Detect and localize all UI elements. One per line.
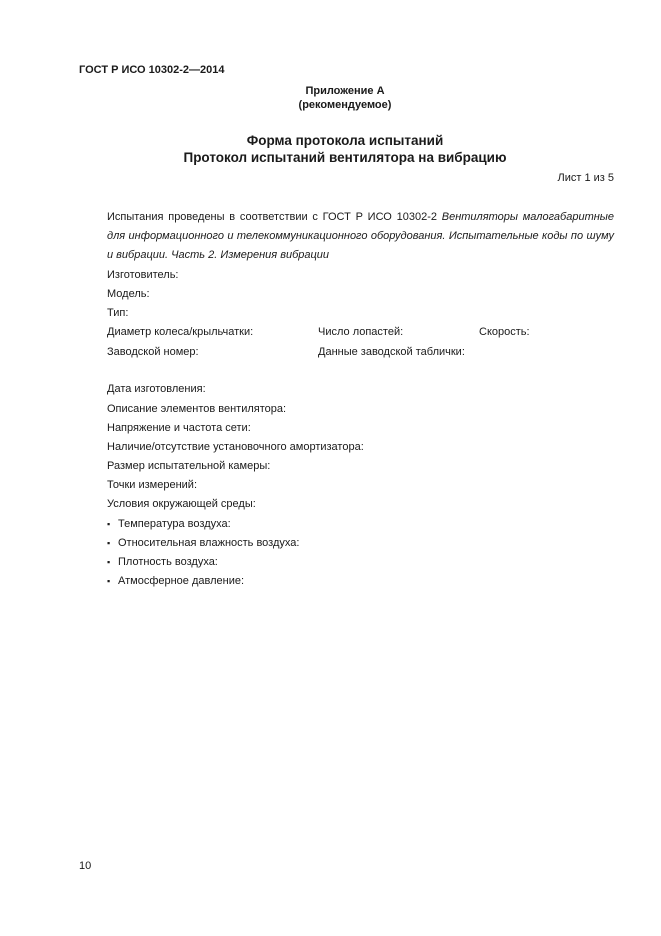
protocol-title: Протокол испытаний вентилятора на вибрацию	[183, 150, 507, 165]
intro-standard-title: Вентиляторы малогабаритные для информационного и телекоммуникационного оборудования. Испытательные коды по шуму и вибрации. Часть 2. Измерения вибрации	[107, 211, 614, 261]
field-chamber-size: Размер испытательной камеры:	[107, 460, 271, 472]
intro-plain: Испытания проведены в соответствии с ГОСТ Р ИСО 10302-2	[107, 211, 442, 223]
env-air-temperature: Температура воздуха:	[118, 518, 231, 530]
field-nameplate-data: Данные заводской таблички:	[318, 346, 465, 358]
list-item	[107, 555, 218, 569]
list-item	[107, 517, 231, 531]
field-blade-count: Число лопастей:	[318, 326, 404, 338]
field-wheel-diameter: Диаметр колеса/крыльчатки:	[107, 326, 254, 338]
env-atmospheric-pressure: Атмосферное давление:	[118, 575, 245, 587]
field-speed: Скорость:	[479, 326, 530, 338]
field-manufacture-date: Дата изготовления:	[107, 383, 206, 395]
list-item	[107, 536, 299, 550]
field-fan-elements: Описание элементов вентилятора:	[107, 403, 287, 415]
field-voltage-frequency: Напряжение и частота сети:	[107, 422, 251, 434]
field-mount-isolator: Наличие/отсутствие установочного амортизатора:	[107, 441, 364, 453]
bullet-icon: ▪	[107, 538, 111, 548]
appendix-title: Приложение А	[305, 85, 385, 97]
env-relative-humidity: Относительная влажность воздуха:	[118, 537, 300, 549]
field-measurement-points: Точки измерений:	[107, 479, 198, 491]
env-air-density: Плотность воздуха:	[118, 556, 218, 568]
page-number: 10	[79, 860, 92, 872]
field-environment: Условия окружающей среды:	[107, 498, 256, 510]
field-serial-number: Заводской номер:	[107, 346, 199, 358]
list-item	[107, 574, 244, 588]
form-title: Форма протокола испытаний	[246, 133, 444, 148]
appendix-kind: (рекомендуемое)	[298, 99, 392, 111]
bullet-icon: ▪	[107, 519, 111, 529]
bullet-icon: ▪	[107, 557, 111, 567]
intro-paragraph	[107, 208, 614, 265]
field-model: Модель:	[107, 288, 150, 300]
sheet-number: Лист 1 из 5	[557, 172, 614, 184]
field-manufacturer: Изготовитель:	[107, 269, 179, 281]
bullet-icon: ▪	[107, 576, 111, 586]
standard-code: ГОСТ Р ИСО 10302-2—2014	[79, 64, 225, 76]
field-type: Тип:	[107, 307, 129, 319]
